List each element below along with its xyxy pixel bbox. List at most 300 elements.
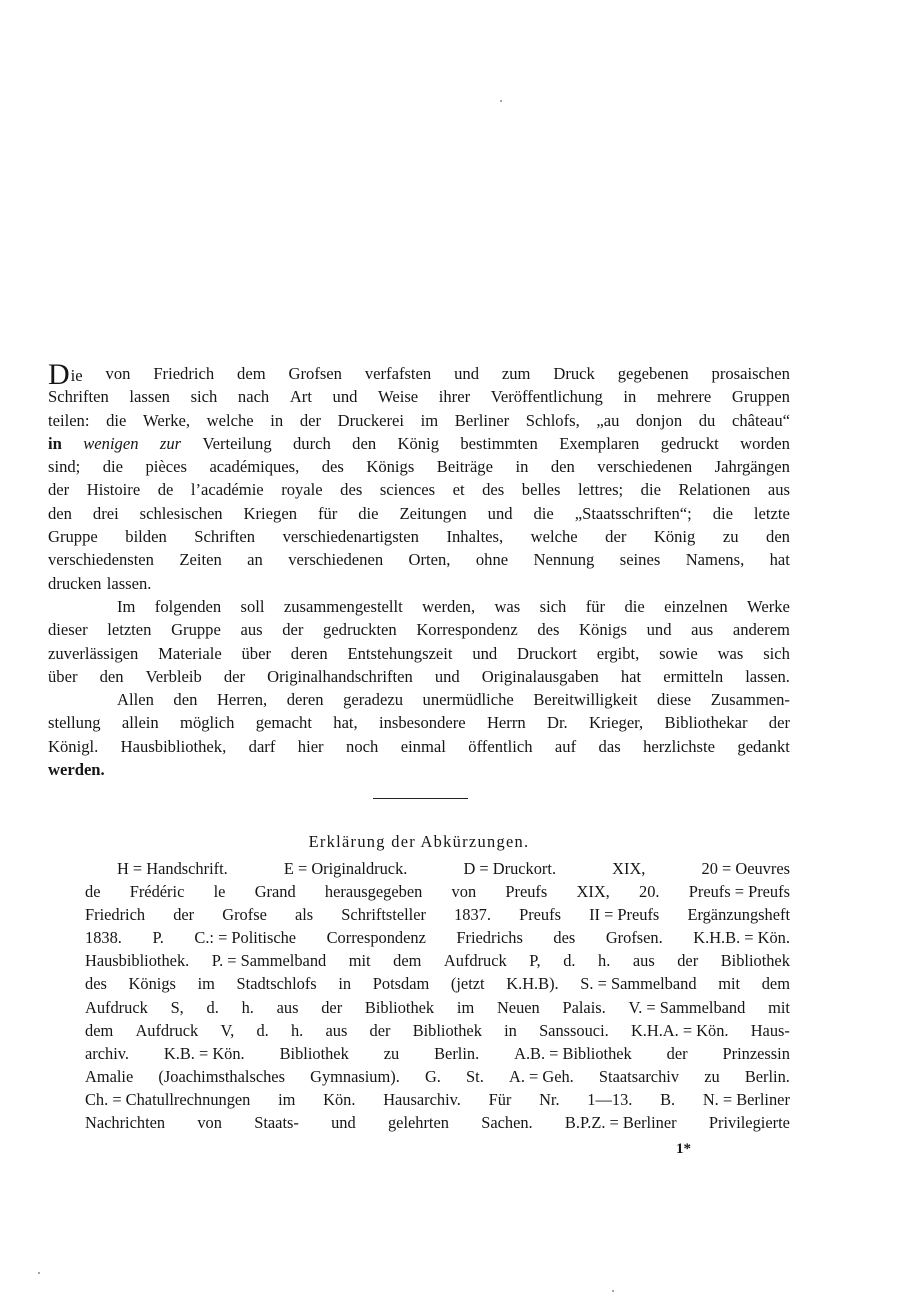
word: letzte [753,503,790,523]
text-line [48,688,790,711]
word: öffentlich [468,736,533,756]
word: sich [763,643,790,663]
word: dem [237,364,266,383]
word: Ch. = Chatullrechnungen [85,1089,251,1109]
word: Ergänzungsheft [687,905,790,925]
word: Amalie [85,1066,134,1086]
word: geradezu [343,690,403,710]
word: Allen [117,690,154,710]
word: (jetzt [450,974,485,994]
word: Aufdruck [85,997,148,1017]
word: aus [325,1020,348,1040]
text-line [48,618,790,641]
word: St. [466,1066,484,1086]
word: gemacht [255,713,312,733]
word: noch [346,736,379,756]
word: verfafsten [364,364,432,383]
word: „au [596,410,620,430]
word: die [102,457,124,477]
word: gedankt [737,736,790,756]
word: 1—13. [587,1089,633,1109]
word: Entstehungszeit [347,643,453,663]
word: des [321,457,344,477]
word: Schriftsteller [341,905,426,925]
word: im [278,1089,296,1109]
word: der [173,905,195,925]
word: V, [220,1020,235,1040]
word: der [768,713,790,733]
word: Werke, [143,410,191,430]
word: der [605,527,627,547]
word: über [48,666,78,686]
word: herausgegeben [324,882,423,902]
word: von [197,1113,222,1133]
word: (Joachimsthalsches [158,1066,285,1086]
word: bestimmten [460,433,538,453]
word: der [48,480,70,500]
word: Berliner [454,410,510,430]
word: d. [256,1020,269,1040]
text-line [48,502,790,525]
word: dieser [48,620,88,640]
word: sind; [48,457,81,477]
word: Nr. [539,1089,560,1109]
word: schlesischen [139,503,223,523]
word: „Staatsschriften“; [574,503,692,523]
word: mit [768,997,790,1017]
word: auf [554,736,577,756]
word: Veröffentlichung [490,387,603,407]
word: was [717,643,744,663]
word: 20 = Oeuvres [701,859,790,878]
text-line [85,996,790,1019]
word: worden [740,433,790,453]
word: mit [348,951,371,971]
word: Druck [553,364,595,383]
word: Kriegen [243,503,297,523]
word: d. [206,997,219,1017]
word: zuverlässigen [48,643,139,663]
word: A.B. = Bibliothek [514,1043,632,1063]
word: hat [620,666,642,686]
word: Schriften [48,387,109,407]
word: in [504,1020,517,1040]
word: ihrer [438,387,471,407]
text-line [48,385,790,408]
word: des [553,928,576,948]
word: Zusammen- [710,690,790,710]
word: zum [501,364,531,383]
word: Hausarchiv. [383,1089,461,1109]
drop-cap: D [48,358,70,391]
word: insbesondere [379,713,466,733]
word: wenigen [83,433,139,453]
word: das [598,736,621,756]
word: A. = Geh. [508,1066,574,1086]
word: de [157,480,174,500]
word: Verteilung [202,433,272,453]
text-line [48,595,790,618]
text-line [48,358,790,391]
word: werden, [422,596,476,616]
word: den [173,690,198,710]
word: Im [117,596,136,616]
text-line [85,1042,790,1065]
text-line [48,548,790,571]
word: ergibt, [596,643,640,663]
word: bilden [125,527,167,547]
word: im [420,410,439,430]
word: Bereitwilligkeit [533,690,638,710]
word: und [472,643,498,663]
word: an [247,550,263,570]
word: prosaischen [711,364,790,383]
word: Privilegierte [708,1113,790,1133]
word: dem [393,951,422,971]
word: durch [293,433,331,453]
word: S, [170,997,184,1017]
word: nach [237,387,270,407]
word: sich [190,387,218,407]
text-line [85,1111,790,1134]
word: de [85,882,101,902]
word: der [282,620,304,640]
word: Friedrichs [456,928,523,948]
word: des [85,974,107,994]
intro-paragraphs [48,358,790,781]
word: gedruckt [660,433,719,453]
word: in [515,457,529,477]
word: royale [281,480,323,500]
word: Gymnasium). [310,1066,400,1086]
word: Frédéric [129,882,185,902]
word: gelehrten [387,1113,449,1133]
word: über [241,643,271,663]
word: und [434,666,460,686]
speck [500,100,502,102]
word: P, [529,951,541,971]
word: den [48,503,72,523]
word: für [317,503,338,523]
word: l’académie [190,480,264,500]
text-line [48,735,790,758]
word: den [550,457,575,477]
word: werden. [48,760,105,780]
word: Grofsen. [605,928,663,948]
word: Schlofs, [525,410,580,430]
word: was [494,596,521,616]
word: Preufs [505,882,548,902]
word: zusammengestellt [283,596,403,616]
word: zu [722,527,739,547]
word: d. [563,951,576,971]
word: unermüdliche [422,690,514,710]
word: verschiedensten [48,550,154,570]
word: S. = Sammelband [580,974,697,994]
word: Neuen [496,997,540,1017]
word: 1837. [454,905,491,925]
word: Hausbibliothek. [85,951,190,971]
word: lassen. [106,573,152,593]
word: Königl. [48,736,99,756]
word: Bibliothek [412,1020,482,1040]
word: die [358,503,379,523]
word: Herrn [486,713,526,733]
abbreviations-list [85,857,790,1134]
word: den [766,527,790,547]
text-line [85,880,790,903]
word: 20. [639,882,660,902]
word: h. [241,997,254,1017]
word: Inhaltes, [446,527,504,547]
word: im [197,974,215,994]
word: sowie [659,643,698,663]
word: D = Druckort. [463,859,557,878]
text-line [85,949,790,972]
word: des [340,480,363,500]
word: Gruppen [731,387,790,407]
word: allein [121,713,159,733]
word: hat [769,550,790,570]
word: einzelnen [664,596,728,616]
word: seines [619,550,661,570]
word: château“ [731,410,790,430]
word: lassen [129,387,170,407]
word: gedruckten [323,620,397,640]
line-words: ie [70,366,83,385]
text-line [48,525,790,548]
word: Correspondenz [326,928,426,948]
text-line [48,432,790,455]
word: hier [297,736,324,756]
word: in [270,410,284,430]
word: aus [691,620,714,640]
text-line [85,972,790,995]
word: drucken [48,573,102,593]
text-line [85,1019,790,1042]
word: Weise [378,387,419,407]
word: Zeitungen [399,503,467,523]
text-line [48,665,790,688]
word: in [338,974,352,994]
word: ermitteln [663,666,724,686]
word: Art [289,387,312,407]
word: verschiedenen [288,550,384,570]
word: Preufs = Preufs [688,882,790,902]
word: h. [290,1020,304,1040]
word: Schriften [194,527,256,547]
word: Aufdruck [135,1020,199,1040]
word: Staats- [254,1113,299,1133]
word: die [712,503,733,523]
word: Originalhandschriften [267,666,413,686]
word: Herren, [216,690,268,710]
word: Orten, [408,550,451,570]
word: Dr. [546,713,568,733]
word: und [487,503,513,523]
word: und [646,620,672,640]
text-line [48,455,790,478]
word: zu [704,1066,720,1086]
word: B.P.Z. = Berliner [564,1113,677,1133]
word: König [653,527,696,547]
word: XIX, [576,882,610,902]
word: stellung [48,713,101,733]
word: pièces [145,457,187,477]
word: mit [718,974,741,994]
word: den [99,666,124,686]
word: et [452,480,465,500]
word: Werke [747,596,790,616]
word: II = Preufs [589,905,660,925]
word: teilen: [48,410,90,430]
word: belles [521,480,561,500]
word: Königs [366,457,415,477]
word: der [299,410,322,430]
word: darf [248,736,276,756]
word: Potsdam [372,974,430,994]
word: von [451,882,477,902]
first-word [48,358,83,391]
word: Hausbibliothek, [120,736,227,756]
word: zur [159,433,182,453]
word: Grofse [222,905,267,925]
abbreviations-heading: Erklärung der Abkürzungen. [308,832,530,851]
word: die [106,410,127,430]
word: Exemplaren [559,433,640,453]
word: Gruppe [171,620,221,640]
word: der [223,666,246,686]
word: Friedrich [153,364,215,383]
word: Krieger, [589,713,644,733]
word: G. [424,1066,441,1086]
word: die [624,596,645,616]
word: P. = Sammelband [211,951,327,971]
word: die [640,480,661,500]
word: V. = Sammelband [628,997,746,1017]
text-line [85,903,790,926]
word: der [369,1020,391,1040]
word: Materiale [158,643,222,663]
word: Grofsen [288,364,342,383]
text-line [48,572,790,595]
word: welche [206,410,254,430]
text-line [48,478,790,501]
word: und [331,1113,356,1133]
word: des [482,480,505,500]
word: Königs [128,974,176,994]
word: aus [240,620,263,640]
text-line [48,642,790,665]
word: letzten [107,620,152,640]
word: hat, [333,713,358,733]
word: Nennung [533,550,595,570]
word: Beiträge [436,457,493,477]
word: diese [657,690,692,710]
word: des [537,620,560,640]
word: K.B. = Kön. [163,1043,245,1063]
word: Sachen. [481,1113,533,1133]
section-divider [373,798,468,799]
word: Zeiten [179,550,222,570]
word: König [397,433,439,453]
word: verschiedenartigsten [282,527,419,547]
word: Druckort [517,643,577,663]
word: C.: = Politische [194,928,297,948]
word: Für [488,1089,512,1109]
word: ohne [475,550,509,570]
text-line [85,1088,790,1111]
word: académiques, [209,457,300,477]
word: drei [92,503,119,523]
word: Haus- [750,1020,790,1040]
word: K.H.A. = Kön. [630,1020,729,1040]
word: im [456,997,475,1017]
word: anderem [732,620,790,640]
word: in [48,433,62,453]
word: sich [539,596,567,616]
word: Bibliothek [279,1043,349,1063]
word: Korrespondenz [416,620,518,640]
text-line [48,758,790,781]
word: folgenden [154,596,222,616]
word: der [666,1043,688,1063]
word: K.H.B). [506,974,559,994]
word: Bibliothek [364,997,435,1017]
word: Jahrgängen [714,457,790,477]
speck [38,1272,40,1274]
word: Relationen [678,480,751,500]
word: archiv. [85,1043,129,1063]
word: Gruppe [48,527,98,547]
word: dem [761,974,790,994]
word: E = Originaldruck. [283,859,408,878]
word: B. [660,1089,676,1109]
word: aus [767,480,790,500]
word: deren [286,690,324,710]
word: lettres; [578,480,624,500]
word: Kön. [323,1089,356,1109]
text-line [85,1065,790,1088]
word: Staatsarchiv [598,1066,680,1086]
word: h. [598,951,611,971]
word: von [105,364,131,383]
word: für [585,596,606,616]
text-line [48,409,790,432]
word: und [332,387,358,407]
word: Berlin. [434,1043,480,1063]
word: Bibliothek [720,951,790,971]
word: donjon [636,410,683,430]
word: und [454,364,479,383]
word: Namens, [685,550,745,570]
word: 1838. [85,928,122,948]
word: sciences [379,480,436,500]
word: P. [152,928,164,948]
word: Histoire [86,480,141,500]
word: Palais. [562,997,606,1017]
word: dem [85,1020,114,1040]
word: Originalausgaben [481,666,599,686]
word: mehrere [656,387,712,407]
word: aus [276,997,299,1017]
word: herzlichste [643,736,715,756]
word: den [352,433,377,453]
text-line [85,857,790,880]
word: Aufdruck [443,951,507,971]
word: gegebenen [617,364,689,383]
word: Verbleib [145,666,202,686]
